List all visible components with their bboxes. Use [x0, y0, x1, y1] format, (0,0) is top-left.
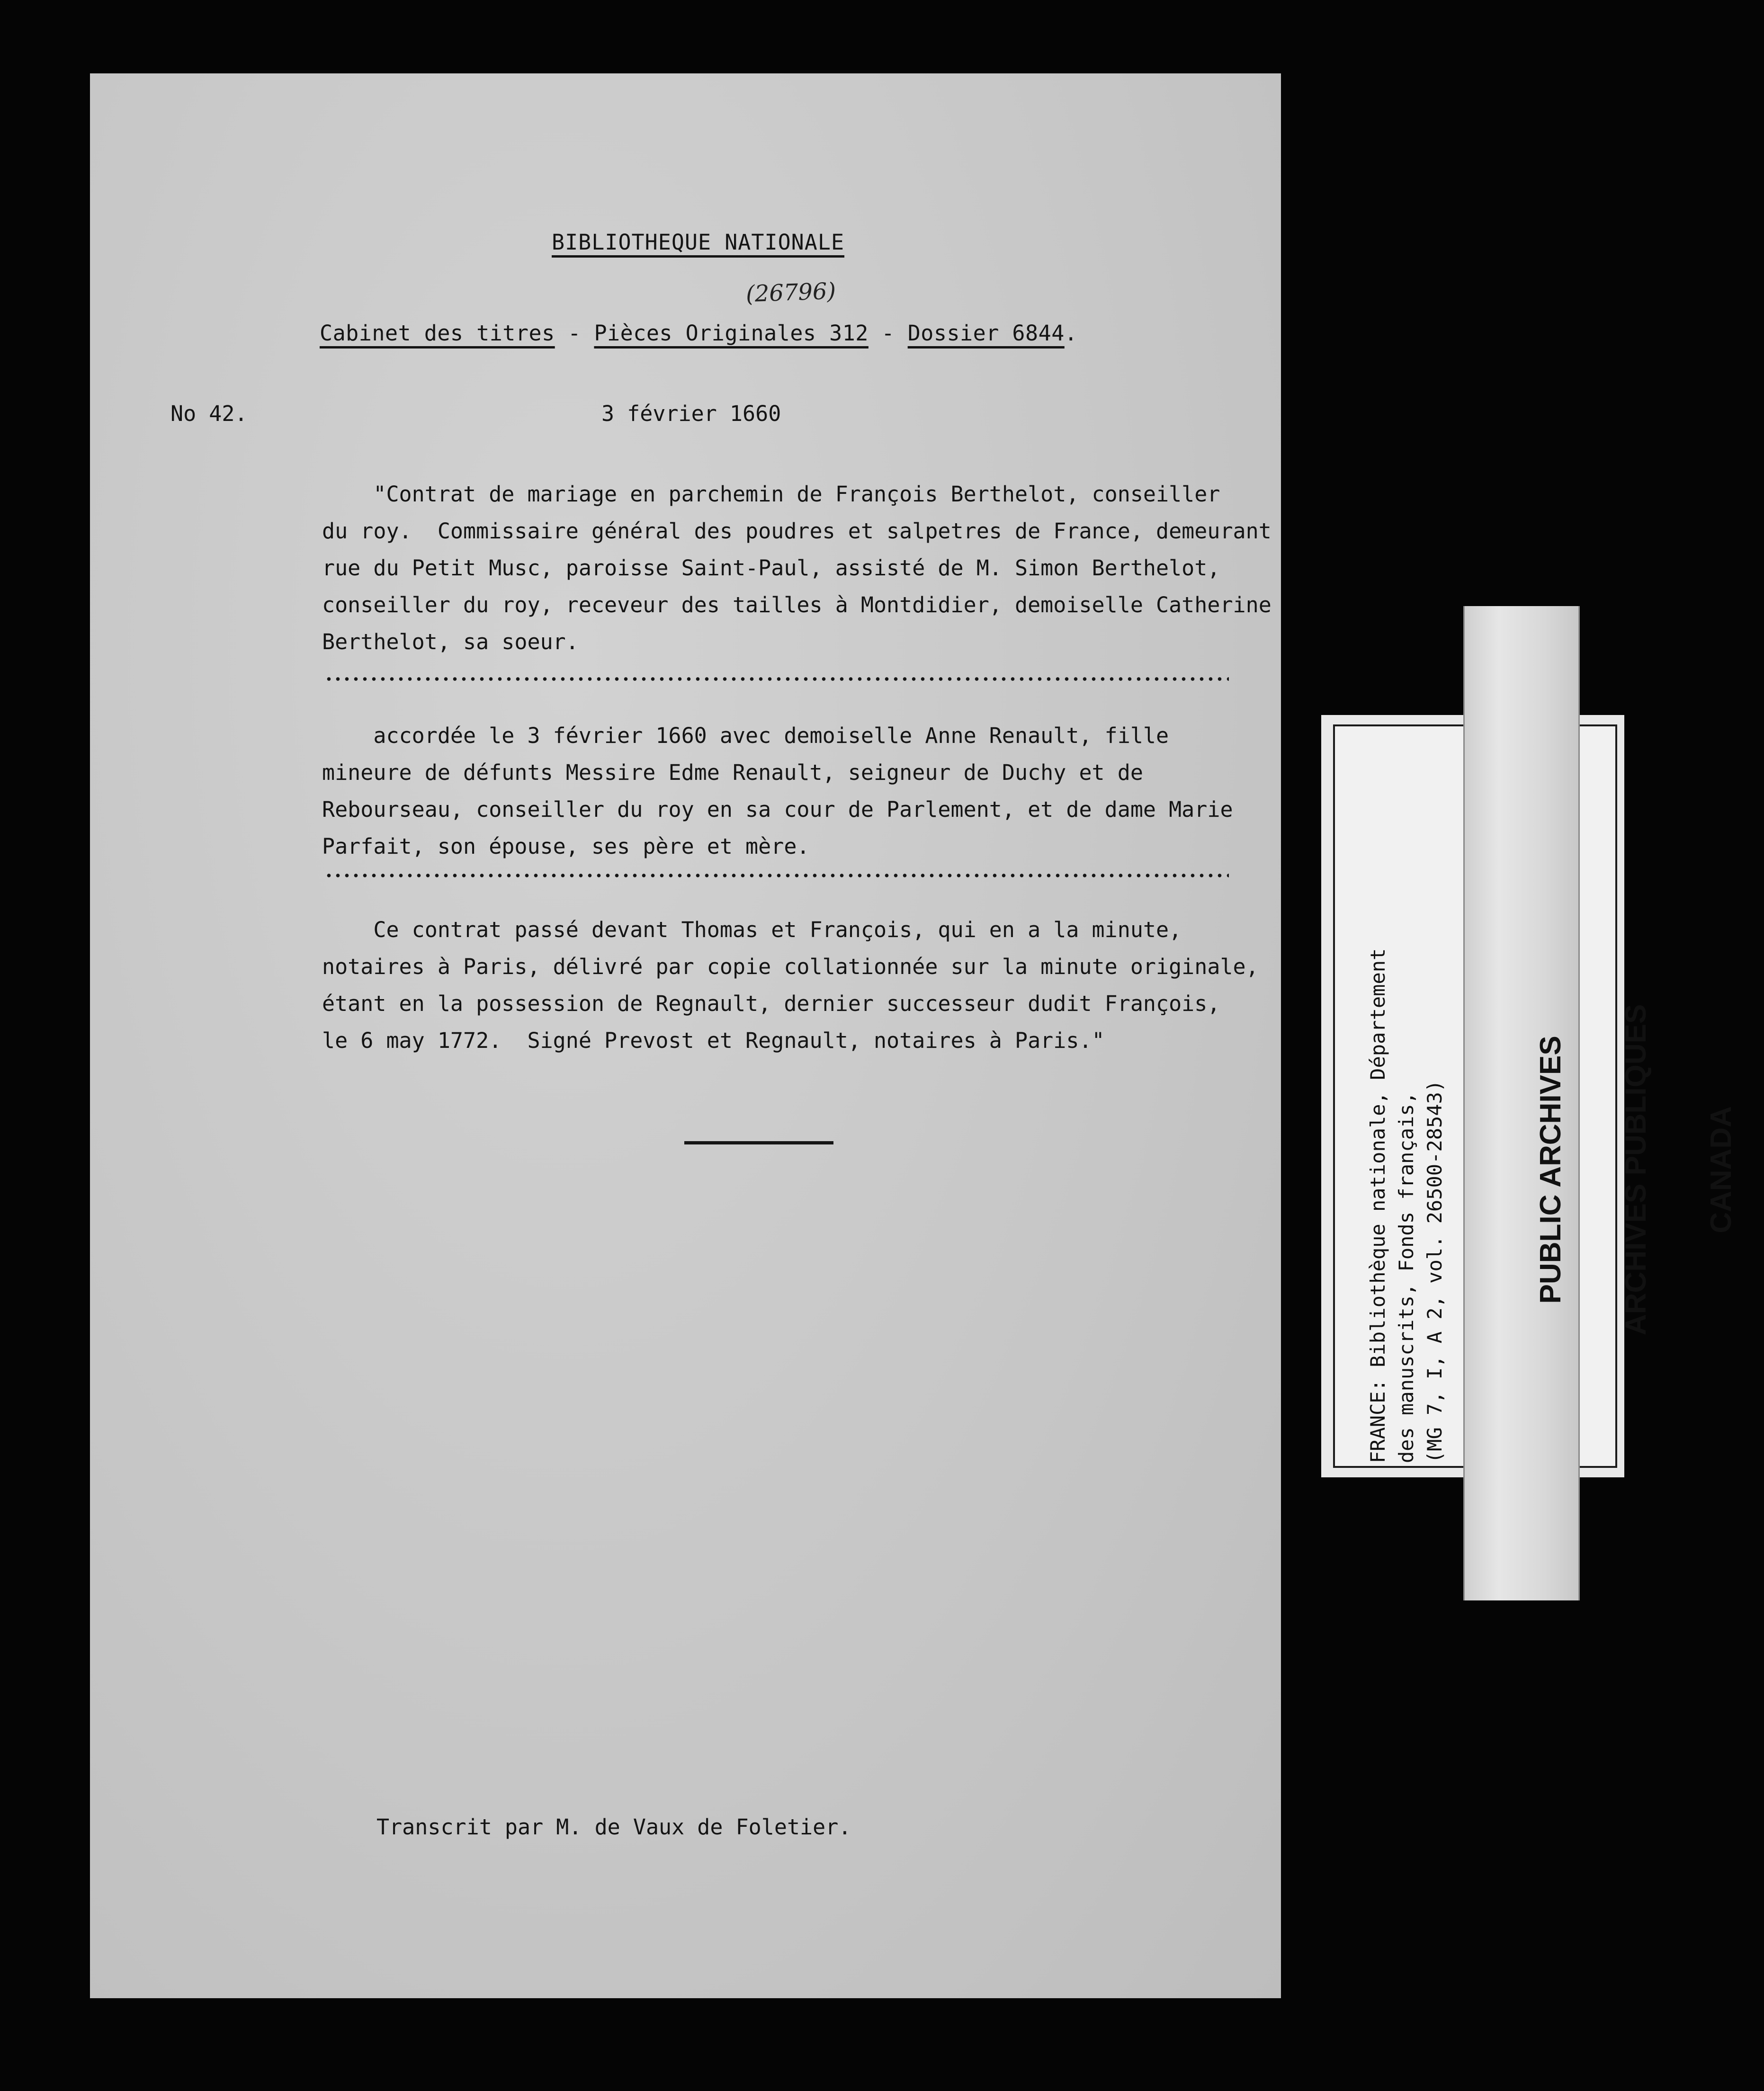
handwritten-note: (26796)	[745, 277, 837, 308]
stamp-line-1: PUBLIC ARCHIVES	[1534, 1036, 1567, 1304]
transcription-credit: Transcrit par M. de Vaux de Foletier.	[376, 1814, 851, 1840]
document-date: 3 février 1660	[601, 401, 781, 426]
document-subtitle	[320, 315, 1077, 352]
dotted-separator-1	[324, 677, 1229, 681]
end-rule	[684, 1141, 833, 1144]
stamp-line-3: CANADA	[1705, 1106, 1737, 1233]
document-number: No 42.	[170, 401, 248, 426]
stamp-line-2: ARCHIVES PUBLIQUES	[1620, 1004, 1652, 1335]
subtitle-period: .	[1064, 321, 1078, 346]
archive-reference-label: FRANCE: Bibliothèque nationale, Département des manuscrits, Fonds français, (MG 7, I, A 2, vol. 26500-28543)	[1366, 948, 1446, 1463]
document-title: BIBLIOTHEQUE NATIONALE	[552, 230, 845, 255]
archive-stamp	[1480, 1004, 1764, 1335]
paragraph-3: Ce contrat passé devant Thomas et François, qui en a la minute, notaires à Paris, délivré par copie collationnée sur la minute originale, étant en la possession de Regnault, dernier successeur dudit François, le 6 may 1772. Signé Prevost et Regnault, notaires à Paris."	[322, 917, 1259, 1053]
subtitle-dossier: Dossier 6844	[907, 321, 1065, 346]
subtitle-pieces: Pièces Originales 312	[594, 321, 869, 346]
document-page	[90, 73, 1281, 1998]
subtitle-sep-1: -	[555, 321, 594, 346]
dotted-separator-2	[324, 874, 1229, 877]
paragraph-2: accordée le 3 février 1660 avec demoiselle Anne Renault, fille mineure de défunts Messire Edme Renault, seigneur de Duchy et de Rebourseau, conseiller du roy en sa cour de Parlement, et de dame Marie Parfait, son épouse, ses père et mère.	[322, 723, 1233, 859]
paragraph-1: "Contrat de mariage en parchemin de François Berthelot, conseiller du roy. Commissaire général des poudres et salpetres de France, demeurant rue du Petit Musc, paroisse Saint-Paul, assisté de M. Simon Berthelot, conseiller du roy, receveur des tailles à Montdidier, demoiselle Catherine Berthelot, sa soeur.	[322, 482, 1272, 654]
subtitle-sep-2: -	[868, 321, 908, 346]
subtitle-cabinet: Cabinet des titres	[320, 321, 555, 346]
